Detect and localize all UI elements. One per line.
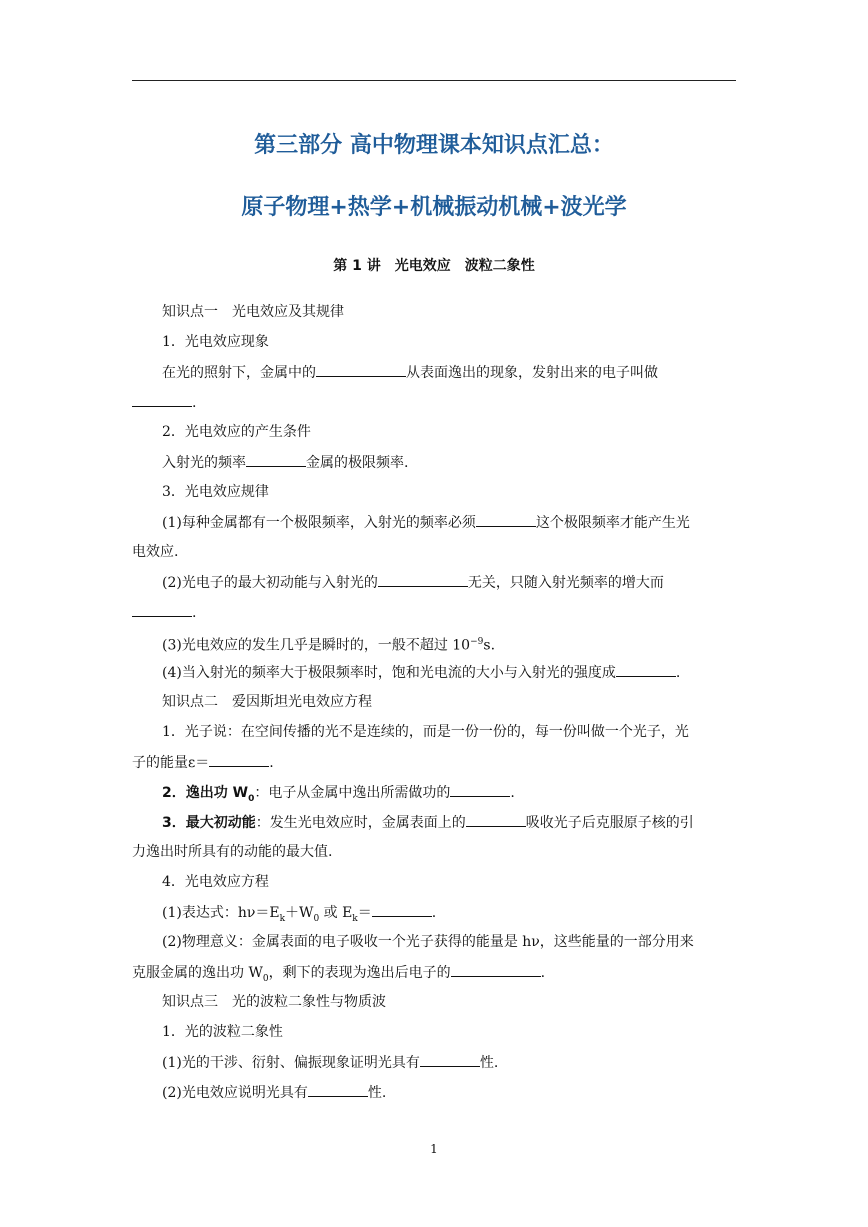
blank [209,752,269,767]
s2-q1-line: 1．光子说：在空间传播的光不是连续的，而是一份一份的，每一份叫做一个光子，光 [162,724,689,740]
blank [372,902,432,917]
title-line-2: 原子物理+热学+机械振动机械+波光学 [241,195,627,220]
section-3-heading: 知识点三 光的波粒二象性与物质波 [162,994,386,1010]
s3-w2: (2)光电效应说明光具有 性. [162,1082,386,1103]
s1-rule-1-cont: 电效应. [132,544,179,560]
s2-q2-line: 2．逸出功 $W_0$：电子从金属中逸出所需做功的 . [162,782,515,809]
s1-rule-1: (1)每种金属都有一个极限频率，入射光的频率必须 这个极限频率才能产生光 [162,512,690,533]
page-number: 1 [430,1142,438,1156]
blank [451,962,541,977]
blank [476,512,536,527]
blank [132,602,192,617]
section-2-heading: 知识点二 爱因斯坦光电效应方程 [162,694,372,710]
s1-p2-title: 2．光电效应的产生条件 [162,424,311,440]
header-rule [132,80,736,81]
s3-title: 1．光的波粒二象性 [162,1024,283,1040]
lecture-title: 第 1 讲 光电效应 波粒二象性 [333,258,535,274]
blank [616,662,676,677]
s1-rule-2-cont: . [132,602,196,623]
s2-q4-expr: (1)表达式：$h\nu=E_k+W_0$ 或 $E_k=$ . [162,902,436,929]
blank [378,572,468,587]
s1-p1-title: 1．光电效应现象 [162,334,269,350]
s2-q4-title: 4．光电效应方程 [162,874,269,890]
blank [316,362,406,377]
s1-p3-title: 3．光电效应规律 [162,484,269,500]
blank [132,392,192,407]
blank [308,1082,368,1097]
s2-q4-meaning-cont: 克服金属的逸出功 $W_0$，剩下的表现为逸出后电子的 . [132,962,545,989]
s2-q3-line: 3．最大初动能：发生光电效应时，金属表面上的 吸收光子后克服原子核的引 [162,812,694,833]
section-1-heading: 知识点一 光电效应及其规律 [162,304,344,320]
blank [246,452,306,467]
blank [450,782,510,797]
s2-q1-cont: 子的能量ε＝ . [132,752,274,773]
blank [466,812,526,827]
s1-rule-3: (3)光电效应的发生几乎是瞬时的，一般不超过 $10^{-9}s$. [162,637,496,654]
s1-p1-cont: . [132,392,196,413]
s1-p1-line: 在光的照射下，金属中的 从表面逸出的现象，发射出来的电子叫做 [162,362,658,383]
title-line-1: 第三部分 高中物理课本知识点汇总： [254,133,614,158]
s2-q3-cont: 力逸出时所具有的动能的最大值. [132,844,333,860]
s1-rule-2: (2)光电子的最大初动能与入射光的 无关，只随入射光频率的增大而 [162,572,664,593]
s1-p2-line: 入射光的频率 金属的极限频率. [162,452,408,473]
s1-rule-4: (4)当入射光的频率大于极限频率时，饱和光电流的大小与入射光的强度成 . [162,662,680,683]
blank [420,1052,480,1067]
s2-q4-meaning: (2)物理意义：金属表面的电子吸收一个光子获得的能量是 hν，这些能量的一部分用来 [162,934,694,950]
s3-w1: (1)光的干涉、衍射、偏振现象证明光具有 性. [162,1052,498,1073]
